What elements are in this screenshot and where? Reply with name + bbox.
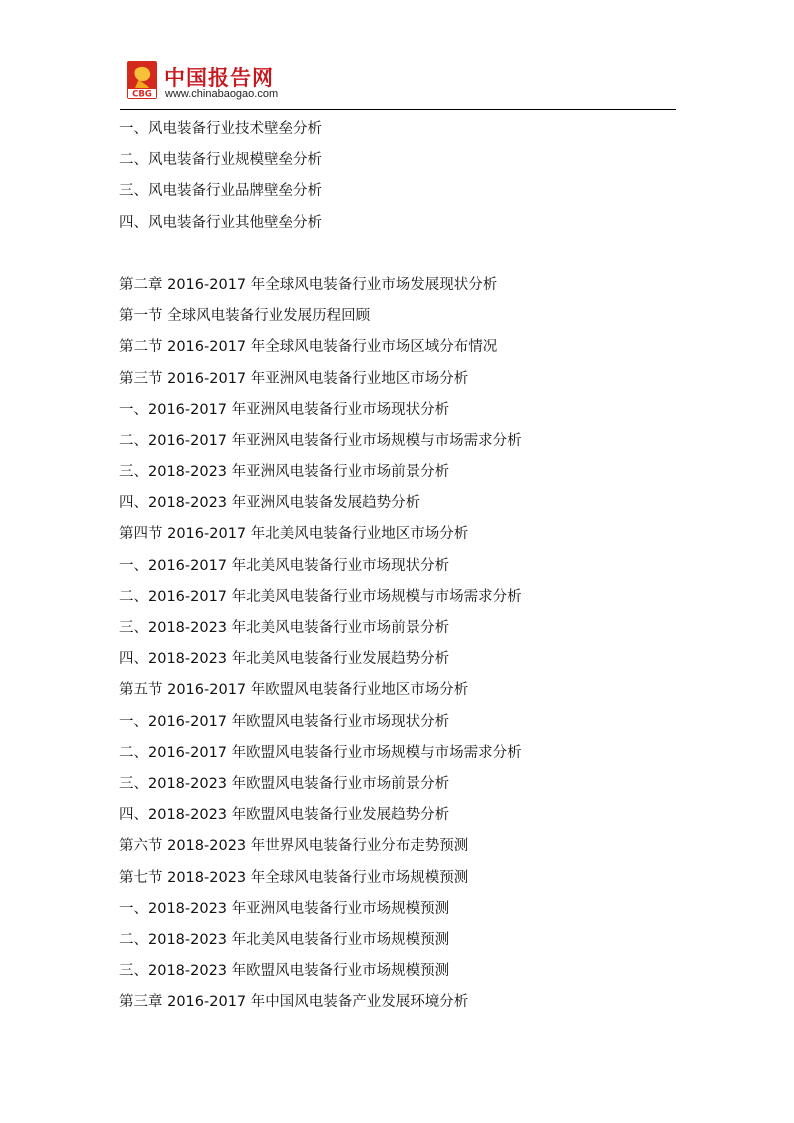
toc-line: 二、风电装备行业规模壁垒分析 bbox=[119, 152, 322, 169]
toc-line: 第一节 全球风电装备行业发展历程回顾 bbox=[119, 308, 371, 325]
toc-line: 三、2018-2023 年北美风电装备行业市场前景分析 bbox=[119, 620, 450, 636]
toc-line: 第三章 2016-2017 年中国风电装备产业发展环境分析 bbox=[119, 994, 469, 1011]
toc-line: 一、2016-2017 年亚洲风电装备行业市场现状分析 bbox=[119, 401, 450, 418]
toc-line: 四、风电装备行业其他壁垒分析 bbox=[119, 214, 322, 231]
toc-line: 三、2018-2023 年亚洲风电装备行业市场前景分析 bbox=[119, 464, 450, 481]
toc-line: 第二节 2016-2017 年全球风电装备行业市场区域分布情况 bbox=[119, 339, 498, 356]
logo-badge-text: CBG bbox=[132, 89, 152, 99]
toc-line: 二、2016-2017 年亚洲风电装备行业市场规模与市场需求分析 bbox=[119, 432, 522, 449]
toc-line: 一、2018-2023 年亚洲风电装备行业市场规模预测 bbox=[119, 900, 450, 917]
toc-line: 二、2016-2017 年欧盟风电装备行业市场规模与市场需求分析 bbox=[119, 744, 522, 761]
table-of-contents bbox=[119, 114, 679, 1018]
toc-line: 第四节 2016-2017 年北美风电装备行业地区市场分析 bbox=[119, 526, 469, 543]
toc-line: 第七节 2018-2023 年全球风电装备行业市场规模预测 bbox=[119, 869, 469, 886]
logo-icon bbox=[127, 61, 157, 99]
toc-line: 一、2016-2017 年北美风电装备行业市场现状分析 bbox=[119, 557, 450, 574]
brand-name: 中国报告网 bbox=[164, 66, 274, 90]
toc-line: 二、2016-2017 年北美风电装备行业市场规模与市场需求分析 bbox=[119, 588, 522, 605]
toc-line: 第五节 2016-2017 年欧盟风电装备行业地区市场分析 bbox=[119, 682, 469, 699]
toc-line: 四、2018-2023 年亚洲风电装备发展趋势分析 bbox=[119, 495, 421, 512]
toc-line: 三、2018-2023 年欧盟风电装备行业市场规模预测 bbox=[119, 963, 450, 980]
page-header bbox=[120, 58, 676, 110]
header-divider bbox=[120, 109, 676, 110]
toc-line: 四、2018-2023 年欧盟风电装备行业发展趋势分析 bbox=[119, 807, 450, 824]
toc-spacer bbox=[119, 239, 679, 270]
brand-url: www.chinabaogao.com bbox=[165, 88, 279, 100]
toc-line: 第三节 2016-2017 年亚洲风电装备行业地区市场分析 bbox=[119, 370, 469, 387]
toc-line: 一、风电装备行业技术壁垒分析 bbox=[119, 121, 322, 137]
toc-line: 第二章 2016-2017 年全球风电装备行业市场发展现状分析 bbox=[119, 276, 498, 293]
toc-line: 一、2016-2017 年欧盟风电装备行业市场现状分析 bbox=[119, 713, 450, 730]
toc-line: 三、风电装备行业品牌壁垒分析 bbox=[119, 183, 322, 200]
toc-line: 二、2018-2023 年北美风电装备行业市场规模预测 bbox=[119, 931, 450, 948]
toc-line: 三、2018-2023 年欧盟风电装备行业市场前景分析 bbox=[119, 775, 450, 792]
toc-line: 第六节 2018-2023 年世界风电装备行业分布走势预测 bbox=[119, 838, 469, 855]
toc-line: 四、2018-2023 年北美风电装备行业发展趋势分析 bbox=[119, 651, 450, 668]
